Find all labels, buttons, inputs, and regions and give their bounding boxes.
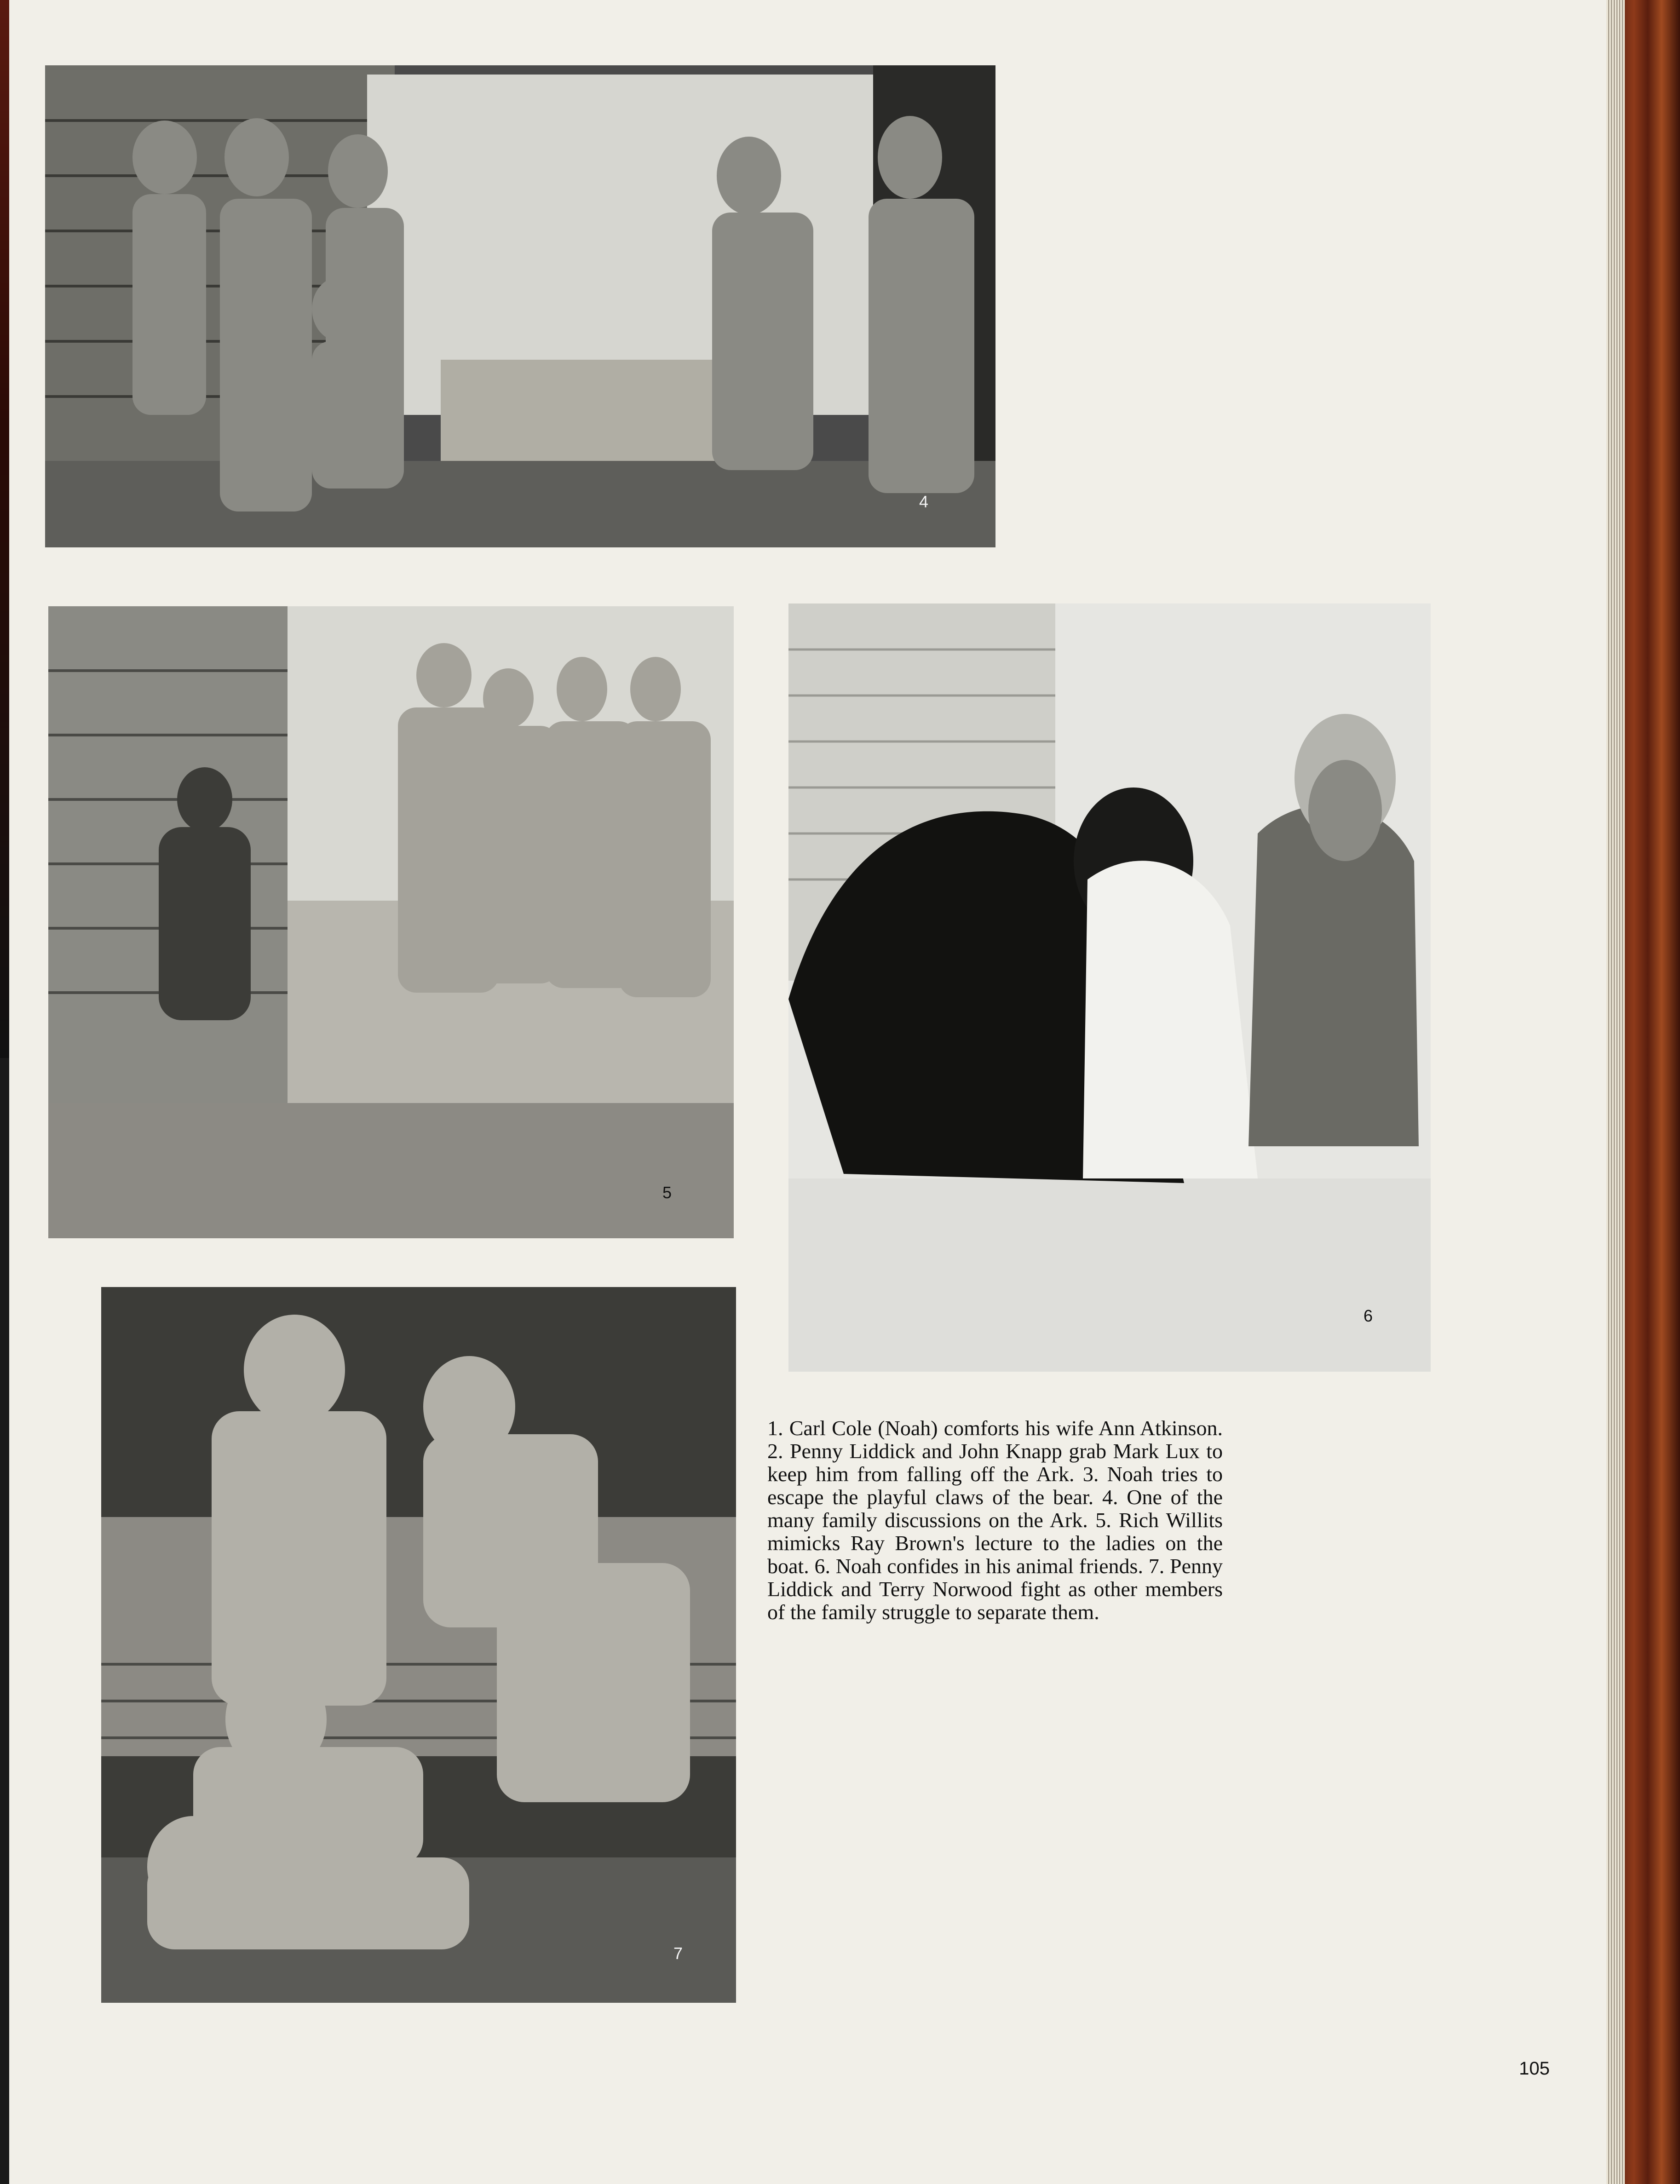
photo-6: [788, 603, 1431, 1372]
photo-7: [101, 1287, 736, 2003]
photo-captions: 1. Carl Cole (Noah) comforts his wife Ann Atkinson. 2. Penny Liddick and John Knapp grab Mark Lux to keep him from falling off the Ark. 3. Noah tries to escape the playful claws of the bear. 4. One of the many family discussions on the Ark. 5. Rich Willits mimicks Ray Brown's lecture to the ladies on the boat. 6. Noah confides in his animal friends. 7. Penny Liddick and Terry Norwood fight as other members of the family struggle to separate them.: [767, 1416, 1223, 1624]
photo-7-image: [101, 1287, 736, 2003]
photo-5: [48, 606, 734, 1238]
book-binding-left: [0, 0, 9, 2184]
photo-4-number: 4: [919, 492, 929, 511]
photo-4-image: [45, 65, 995, 547]
photo-7-number: 7: [673, 1944, 683, 1963]
photo-6-image: [788, 603, 1431, 1372]
book-page-edges: [1606, 0, 1680, 2184]
page-edge-lines: [1606, 0, 1625, 2184]
photo-5-image: [48, 606, 734, 1238]
photo-4: [45, 65, 995, 547]
photo-6-number: 6: [1364, 1306, 1373, 1325]
page-number: 105: [1519, 2058, 1550, 2079]
photo-5-number: 5: [662, 1183, 672, 1202]
binding-accent: [0, 0, 9, 1058]
